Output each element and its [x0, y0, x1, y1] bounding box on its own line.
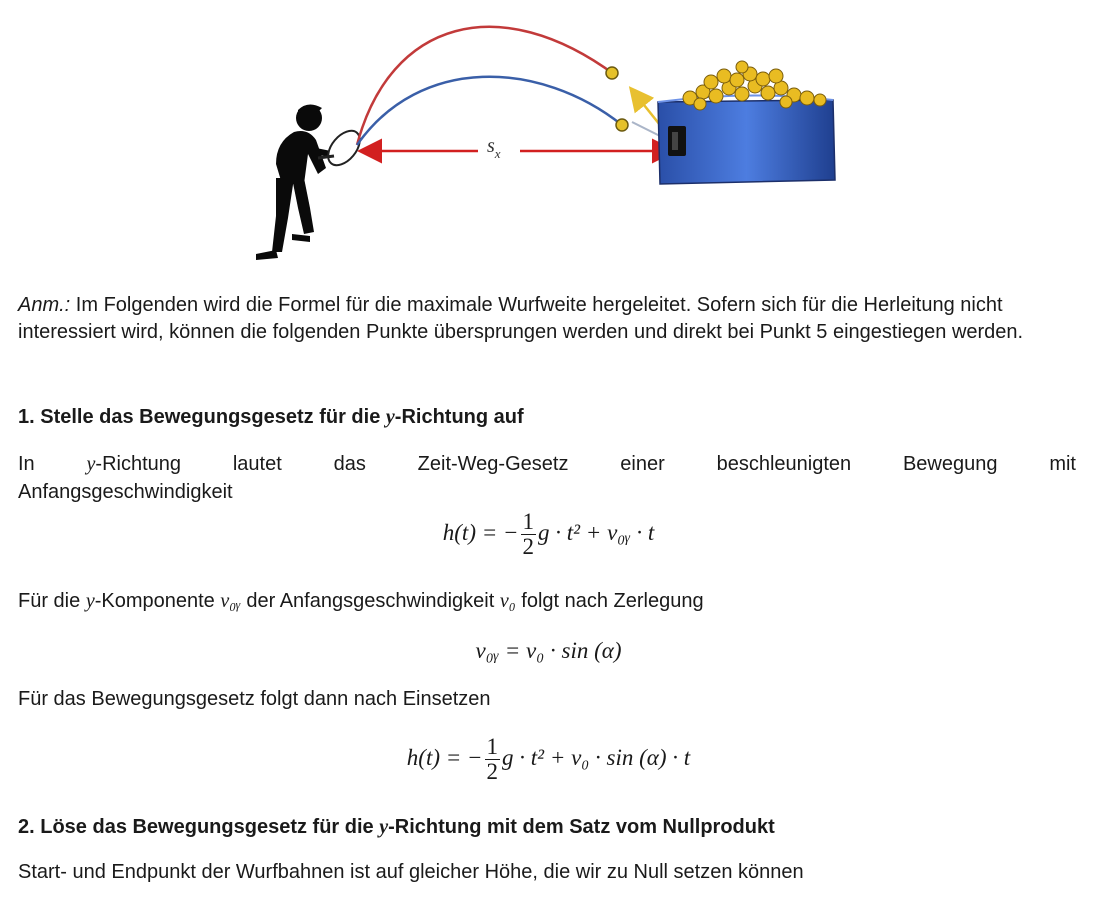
note-text: Im Folgenden wird die Formel für die maximale Wurfweite hergeleitet. Sofern sich für die Herleitung nicht interessiert wird, können die folgenden Punkte übersprungen werden und direkt bei Punkt 5 eingestiegen werden. — [18, 294, 1024, 343]
section2-text: Start- und Endpunkt der Wurfbahnen ist auf gleicher Höhe, die wir zu Null setzen können — [18, 861, 804, 883]
component-text: Für die y-Komponente v₀ᵧ der Anfangsgeschwindigkeit v₀ folgt nach Zerlegung — [18, 590, 704, 612]
distance-label: $s_x$ — [487, 135, 501, 161]
equation-v0y: v₀ᵧ = v₀ · sin (α) — [475, 638, 622, 663]
ball-high — [606, 67, 618, 79]
equation-h-t-substituted: h(t) = − $\frac{1}{2}$ g · t² + v₀ · sin (α) · t — [406, 734, 691, 784]
tennis-trajectory-illustration — [0, 0, 1097, 280]
section1-intro-line2: Anfangsgeschwindigkeit — [18, 481, 233, 503]
ball-low — [616, 119, 628, 131]
note-paragraph — [18, 292, 1076, 345]
section1-intro-line1: In y-Richtung lautet das Zeit-Weg-Gesetz einer beschleunigten Bewegung mit — [18, 453, 1076, 475]
note-prefix: Anm.: — [18, 294, 71, 316]
ball-machine — [658, 61, 835, 184]
section1-heading: 1. Stelle das Bewegungsgesetz für die y-Richtung auf — [18, 406, 524, 428]
equation-h-t: h(t) = − $\frac{1}{2}$ g · t² + v₀ᵧ · t — [442, 509, 655, 559]
section2-heading: 2. Löse das Bewegungsgesetz für die y-Richtung mit dem Satz vom Nullprodukt — [18, 816, 775, 838]
insert-text: Für das Bewegungsgesetz folgt dann nach Einsetzen — [18, 688, 491, 710]
high-trajectory-curve — [357, 27, 615, 145]
tennis-player-silhouette — [256, 104, 336, 260]
tennis-racket — [318, 125, 366, 171]
